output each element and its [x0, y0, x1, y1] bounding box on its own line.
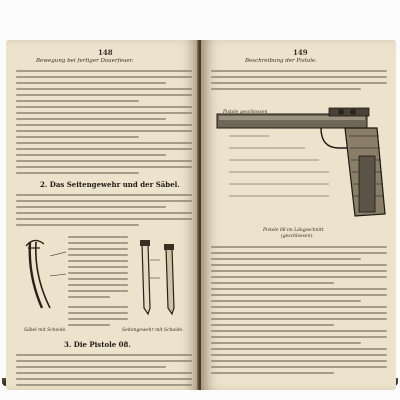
left-running-head: Bewegung bei fertiger Dauerfeuer. — [36, 58, 134, 64]
left-page-number: 148 — [98, 48, 113, 57]
bayonet-caption: Seitengewehr mit Scheide. — [122, 328, 184, 333]
saber-caption: Säbel mit Scheide. — [24, 328, 67, 333]
right-text-block-2 — [211, 246, 387, 378]
right-page — [201, 40, 396, 390]
saber-text — [68, 236, 128, 302]
right-text-block-1 — [211, 70, 387, 94]
saber-illustration — [20, 236, 72, 312]
section-3-title: 3. Die Pistole 08. — [64, 340, 131, 349]
section-2-title: 2. Das Seitengewehr und der Säbel. — [40, 180, 180, 189]
left-text-block-1 — [16, 70, 192, 178]
saber-text-2 — [68, 306, 128, 330]
left-page — [6, 40, 199, 390]
pistol-illustration — [209, 96, 389, 228]
bayonet-illustration — [132, 238, 190, 318]
pistol-caption-top: Pistole geschlossen — [223, 110, 268, 115]
pistol-subcaption: (geschlossen). — [281, 234, 314, 239]
left-text-block-2 — [16, 194, 192, 230]
right-page-number: 149 — [293, 48, 308, 57]
right-running-head: Beschreibung der Pistole. — [245, 58, 317, 64]
left-text-block-3 — [16, 354, 192, 390]
pistol-caption-bottom: Pistole 08 im Längsschnitt — [263, 228, 324, 233]
